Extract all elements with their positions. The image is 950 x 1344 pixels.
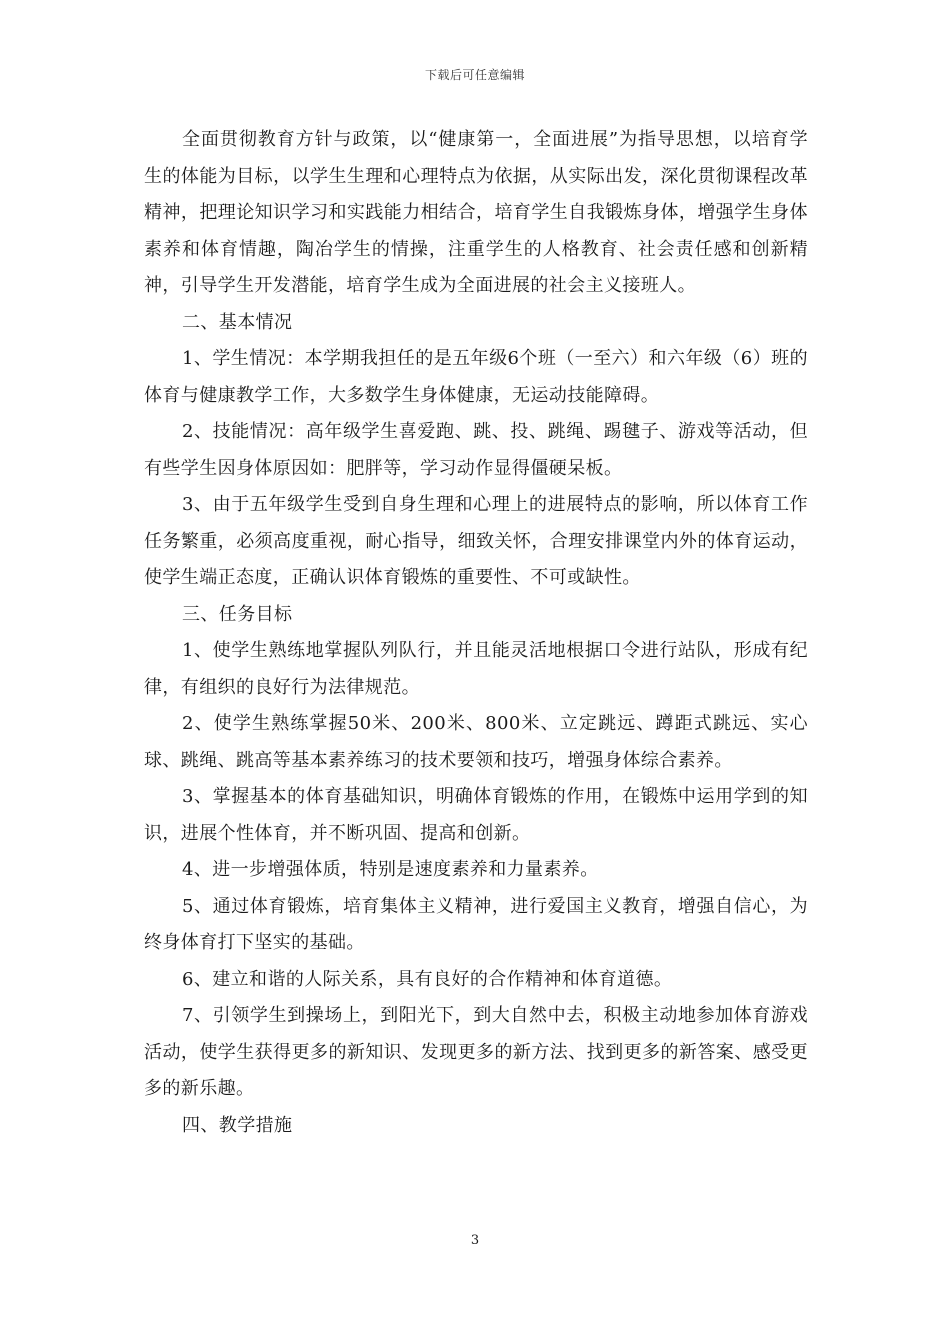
goal-item-6: 6、建立和谐的人际关系，具有良好的合作精神和体育道德。 (182, 968, 673, 990)
goal-item-3: 3、掌握基本的体育基础知识，明确体育锻炼的作用，在锻炼中运用学到的知识，进展个性体育，并不断巩固、提高和创新。 (144, 786, 808, 844)
page-number: 3 (470, 1233, 480, 1248)
goal-item-2: 2、使学生熟练掌握50米、200米、800米、立定跳远、蹲距式跳远、实心球、跳绳、跳高等基本素养练习的技术要领和技巧，增强身体综合素养。 (144, 713, 808, 771)
goal-item-5: 5、通过体育锻炼，培育集体主义精神，进行爱国主义教育，增强自信心，为终身体育打下坚实的基础。 (144, 895, 808, 953)
document-body (144, 122, 808, 1144)
paragraph-skill-situation: 2、技能情况：高年级学生喜爱跑、跳、投、跳绳、踢毽子、游戏等活动，但有些学生因身体原因如：肥胖等，学习动作显得僵硬呆板。 (144, 421, 808, 479)
goal-item-7: 7、引领学生到操场上，到阳光下，到大自然中去，积极主动地参加体育游戏活动，使学生获得更多的新知识、发现更多的新方法、找到更多的新答案、感受更多的新乐趣。 (144, 1005, 808, 1099)
goal-item-1: 1、使学生熟练地掌握队列队行，并且能灵活地根据口令进行站队，形成有纪律，有组织的良好行为法律规范。 (144, 640, 808, 698)
intro-paragraph: 全面贯彻教育方针与政策，以“健康第一，全面进展”为指导思想，以培育学生的体能为目标，以学生生理和心理特点为依据，从实际出发，深化贯彻课程改革精神，把理论知识学习和实践能力相结合，培育学生自我锻炼身体，增强学生身体素养和体育情趣，陶冶学生的情操，注重学生的人格教育、社会责任感和创新精神，引导学生开发潜能，培育学生成为全面进展的社会主义接班人。 (144, 129, 808, 296)
section-heading-basic-situation: 二、基本情况 (182, 311, 293, 333)
paragraph-student-situation: 1、学生情况：本学期我担任的是五年级6个班（一至六）和六年级（6）班的体育与健康教学工作，大多数学生身体健康，无运动技能障碍。 (144, 348, 808, 406)
section-heading-teaching-measures: 四、教学措施 (182, 1114, 293, 1136)
paragraph-grade-five-traits: 3、由于五年级学生受到自身生理和心理上的进展特点的影响，所以体育工作任务繁重，必须高度重视，耐心指导，细致关怀，合理安排课堂内外的体育运动，使学生端正态度，正确认识体育锻炼的重要性、不可或缺性。 (144, 494, 808, 588)
page-header-note: 下载后可任意编辑 (424, 68, 525, 82)
section-heading-task-goals: 三、任务目标 (182, 603, 293, 625)
goal-item-4: 4、进一步增强体质，特别是速度素养和力量素养。 (182, 859, 599, 880)
